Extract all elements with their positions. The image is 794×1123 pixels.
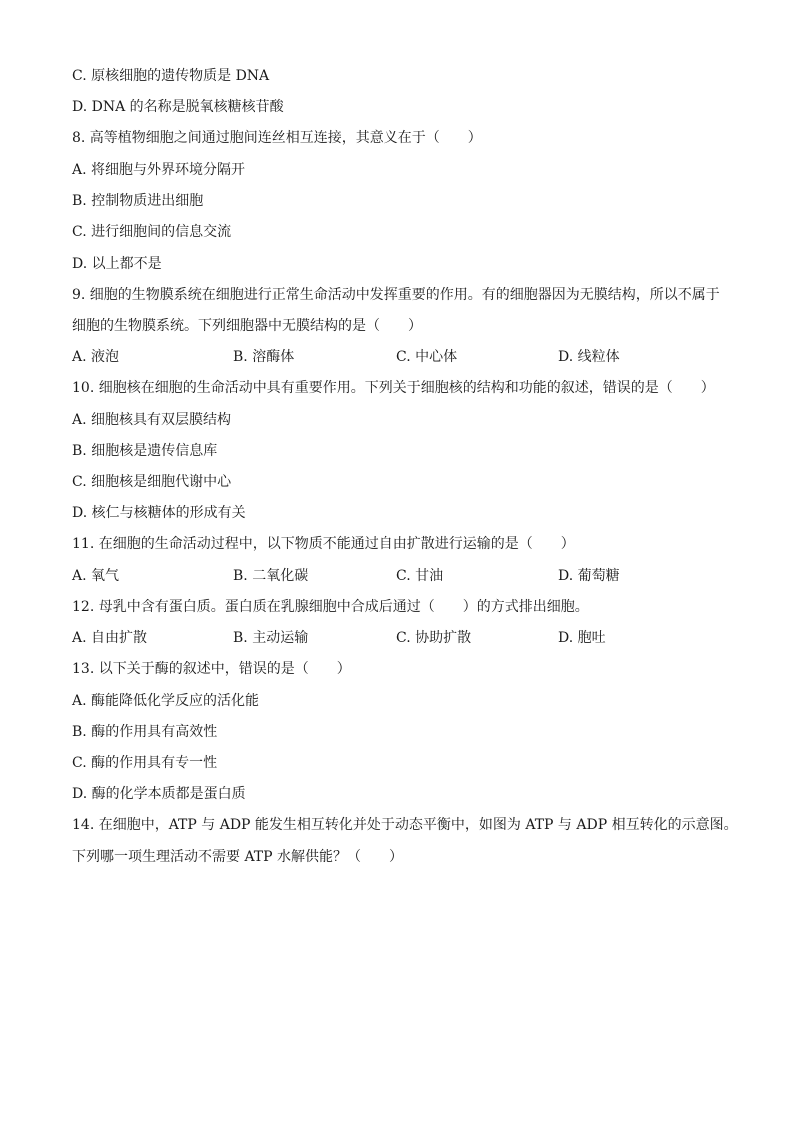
q9-option-a: A. 液泡 <box>72 349 120 365</box>
q11-options-row <box>72 566 732 586</box>
q7-option-c: C. 原核细胞的遗传物质是 DNA <box>72 68 270 84</box>
q12-option-a: A. 自由扩散 <box>72 630 148 646</box>
q9-option-d: D. 线粒体 <box>558 349 620 365</box>
q8-option-b: B. 控制物质进出细胞 <box>72 193 204 209</box>
q13-option-b: B. 酶的作用具有高效性 <box>72 724 218 740</box>
q13-option-d: D. 酶的化学本质都是蛋白质 <box>72 786 246 802</box>
question-14-line-2: 下列哪一项生理活动不需要 ATP 水解供能？（ ） <box>72 849 404 865</box>
q13-option-a: A. 酶能降低化学反应的活化能 <box>72 693 260 709</box>
q12-option-b: B. 主动运输 <box>233 630 309 646</box>
question-12: 12. 母乳中含有蛋白质。蛋白质在乳腺细胞中合成后通过（ ）的方式排出细胞。 <box>72 599 589 615</box>
q7-option-d: D. DNA 的名称是脱氧核糖核苷酸 <box>72 99 284 115</box>
q8-option-c: C. 进行细胞间的信息交流 <box>72 224 232 240</box>
q10-option-c: C. 细胞核是细胞代谢中心 <box>72 474 232 490</box>
q10-option-b: B. 细胞核是遗传信息库 <box>72 443 218 459</box>
question-8: 8. 高等植物细胞之间通过胞间连丝相互连接，其意义在于（ ） <box>72 130 482 146</box>
q10-option-a: A. 细胞核具有双层膜结构 <box>72 412 232 428</box>
question-10: 10. 细胞核在细胞的生命活动中具有重要作用。下列关于细胞核的结构和功能的叙述，错误的是（ ） <box>72 380 715 396</box>
q8-option-a: A. 将细胞与外界环境分隔开 <box>72 162 246 178</box>
question-9-line-2: 细胞的生物膜系统。下列细胞器中无膜结构的是（ ） <box>72 318 422 334</box>
q12-options-row <box>72 628 732 648</box>
q11-option-b: B. 二氧化碳 <box>233 568 309 584</box>
q12-option-d: D. 胞吐 <box>558 630 606 646</box>
q8-option-d: D. 以上都不是 <box>72 256 162 272</box>
question-13: 13. 以下关于酶的叙述中，错误的是（ ） <box>72 661 351 677</box>
q9-options-row <box>72 347 732 367</box>
question-14-line-1: 14. 在细胞中，ATP 与 ADP 能发生相互转化并处于动态平衡中，如图为 ATP 与 ADP 相互转化的示意图。 <box>72 817 738 833</box>
q11-option-d: D. 葡萄糖 <box>558 568 620 584</box>
question-11: 11. 在细胞的生命活动过程中，以下物质不能通过自由扩散进行运输的是（ ） <box>72 536 575 552</box>
q12-option-c: C. 协助扩散 <box>396 630 472 646</box>
q11-option-a: A. 氧气 <box>72 568 120 584</box>
q13-option-c: C. 酶的作用具有专一性 <box>72 755 218 771</box>
question-9-line-1: 9. 细胞的生物膜系统在细胞进行正常生命活动中发挥重要的作用。有的细胞器因为无膜结构，所以不属于 <box>72 287 720 303</box>
q9-option-c: C. 中心体 <box>396 349 458 365</box>
q9-option-b: B. 溶酶体 <box>233 349 295 365</box>
q11-option-c: C. 甘油 <box>396 568 444 584</box>
q10-option-d: D. 核仁与核糖体的形成有关 <box>72 505 246 521</box>
